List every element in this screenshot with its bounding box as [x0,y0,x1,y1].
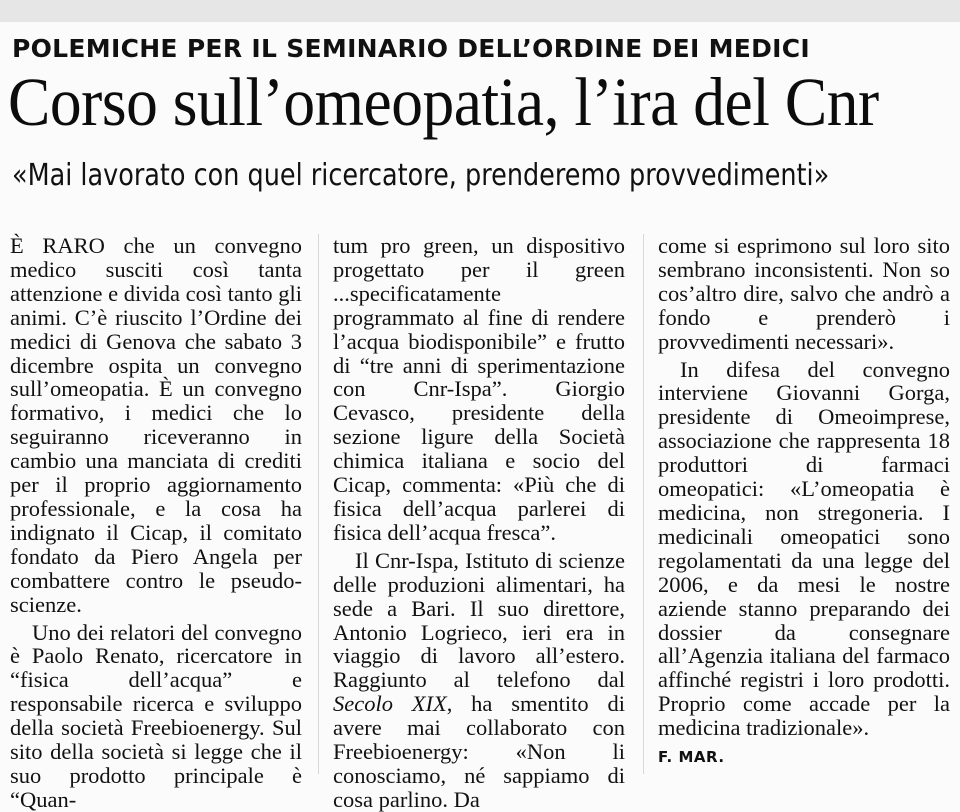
newspaper-name: Secolo XIX [333,691,447,717]
article-subheadline: «Mai lavorato con quel ricercatore, prenderemo provvedimenti» [12,158,830,193]
column-divider [318,234,319,774]
paragraph-text: , ha smentito di avere mai collaborato con Freebioenergy: «Non li conosciamo, né sappiamo di cosa parlino. Da [333,691,625,812]
article-headline: Corso sull’omeopatia, l’ira del Cnr [8,64,879,140]
paragraph: Uno dei relatori del convegno è Paolo Renato, ricercatore in “fisica dell’acqua” e responsabile ricerca e sviluppo della società Freebioenergy. Sul sito della società si legge che il suo prodotto principale è “Quan- [10,619,302,812]
paragraph-text: Il Cnr-Ispa, Istituto di scienze delle produzioni alimentari, ha sede a Bari. Il suo direttore, Antonio Logrieco, ieri era in viaggio di lavoro all’estero. Raggiunto al telefono dal [333,547,625,693]
author-signature: F. MAR. [658,748,725,767]
article-kicker: POLEMICHE PER IL SEMINARIO DELL’ORDINE DEI MEDICI [12,34,811,63]
paragraph: tum pro green, un dispositivo progettato per il green ...specificatamente programmato al fine di rendere l’acqua biodisponibile” e frutto di “tre anni di sperimentazione con Cnr-Ispa”. Giorgio Cevasco, presidente della sezione ligure della Società chimica italiana e socio del Cicap, commenta: «Più che di fisica dell’acqua parlerei di fisica dell’acqua fresca”. [333,233,625,545]
article-column-1 [10,233,302,812]
top-gray-band [0,0,960,22]
column-divider [643,234,644,774]
article-column-3 [658,234,950,779]
paragraph [333,549,625,812]
paragraph: È RARO che un convegno medico susciti così tanta attenzione e divida così tanto gli animi. C’è riuscito l’Ordine dei medici di Genova che sabato 3 dicembre ospita un convegno sull’omeopatia. È un convegno formativo, i medici che lo seguiranno riceveranno in cambio una manciata di crediti per il proprio aggiornamento professionale, e la cosa ha indignato il Cicap, il comitato fondato da Piero Angela per combattere contro le pseudo-scienze. [10,233,302,617]
paragraph: In difesa del convegno interviene Giovanni Gorga, presidente di Omeoimprese, associazione che rappresenta 18 produttori di farmaci omeopatici: «L’omeopatia è medicina, non stregoneria. I medicinali omeopatici sono regolamentati da una legge del 2006, e da mesi le nostre aziende stanno preparando dei dossier da consegnare all’Agenzia italiana del farmaco affinché registri i loro prodotti. Proprio come accade per la medicina tradizionale». [658,356,950,741]
paragraph: come si esprimono sul loro sito sembrano inconsistenti. Non so cos’altro dire, salvo che andrò a fondo e prenderò i provvedimenti necessari». [658,233,950,354]
article-column-2 [333,233,625,812]
